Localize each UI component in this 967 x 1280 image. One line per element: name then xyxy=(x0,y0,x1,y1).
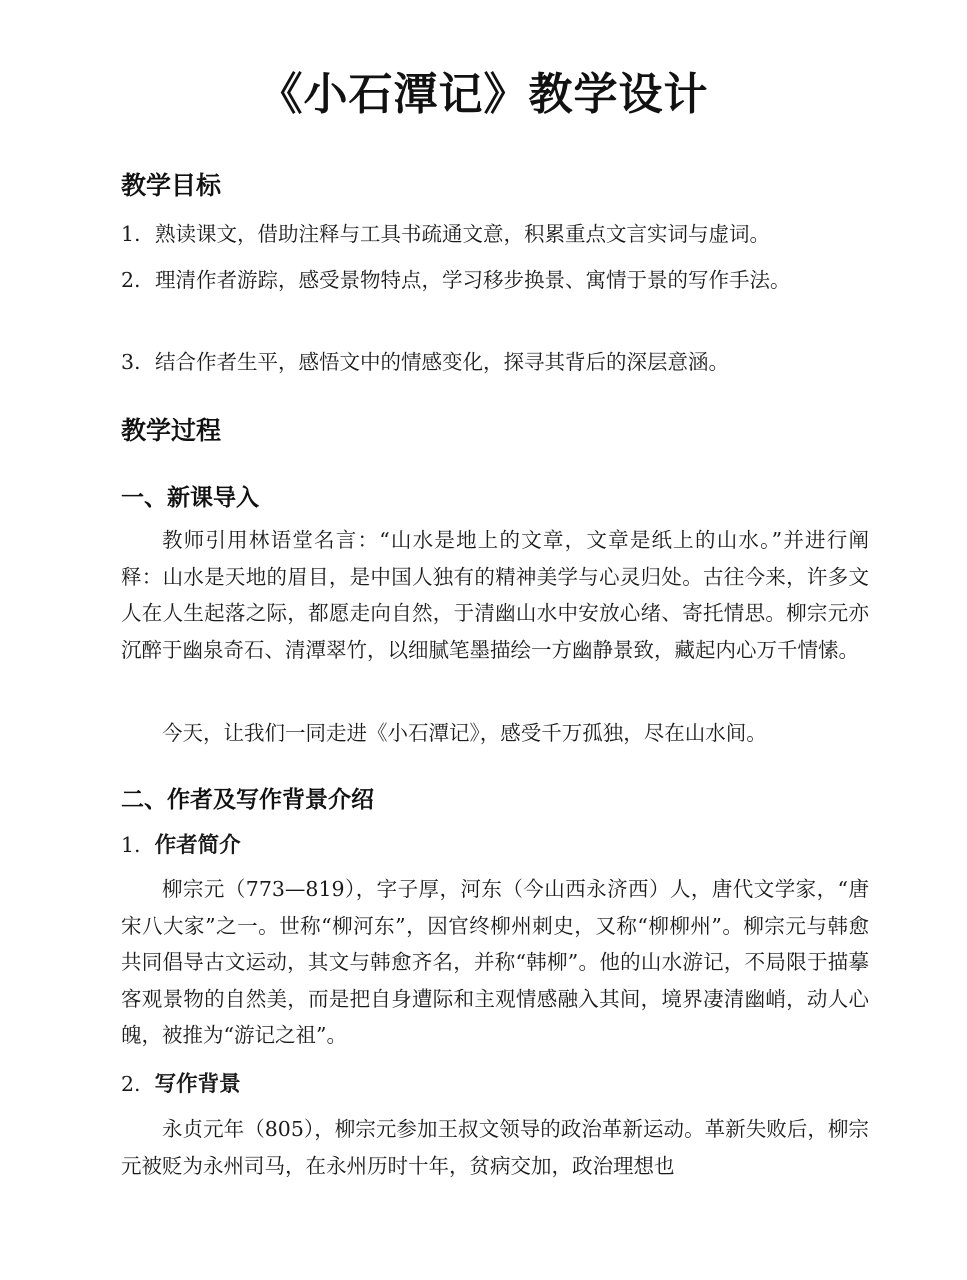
subheading-label: 写作背景 xyxy=(154,1072,241,1097)
subheading-label: 作者简介 xyxy=(154,833,241,858)
author-paragraph: 柳宗元（773—819），字子厚，河东（今山西永济西）人，唐代文学家，“唐宋八大家”之一。世称“柳河东”，因官终柳州刺史，又称“柳柳州”。柳宗元与韩愈共同倡导古文运动，其文与韩愈齐名，并称“韩柳”。他的山水游记，不局限于描摹客观景物的自然美，而是把自身遭际和主观情感融入其间，境界凄清幽峭，动人心魄，被推为“游记之祖”。 xyxy=(121,877,869,1047)
goal-item-3 xyxy=(121,342,869,383)
document-title: 《小石潭记》教学设计 xyxy=(258,69,709,120)
subheading-author-intro xyxy=(121,828,241,859)
intro-paragraph-2: 今天，让我们一同走进《小石潭记》，感受千万孤独，尽在山水间。 xyxy=(162,721,767,745)
goal-text: 熟读课文，借助注释与工具书疏通文意，积累重点文言实词与虚词。 xyxy=(155,222,770,246)
goal-text: 理清作者游踪，感受景物特点，学习移步换景、寓情于景的写作手法。 xyxy=(155,268,791,292)
goal-number: 2. xyxy=(121,268,141,292)
goal-text: 结合作者生平，感悟文中的情感变化，探寻其背后的深层意涵。 xyxy=(155,350,729,374)
subheading-background xyxy=(121,1067,241,1098)
intro-paragraph-1: 教师引用林语堂名言：“山水是地上的文章，文章是纸上的山水。”并进行阐释：山水是天地的眉目，是中国人独有的精神美学与心灵归处。古往今来，许多文人在人生起落之际，都愿走向自然，于清幽山水中安放心绪、寄托情思。柳宗元亦沉醉于幽泉奇石、清潭翠竹，以细腻笔墨描绘一方幽静景致，藏起内心万千情愫。 xyxy=(121,528,869,662)
section-heading-intro: 一、新课导入 xyxy=(121,485,259,511)
goal-number: 1. xyxy=(121,222,141,246)
section-heading-author: 二、作者及写作背景介绍 xyxy=(121,787,374,813)
goal-number: 3. xyxy=(121,350,141,374)
goal-item-1 xyxy=(121,214,869,255)
goals-heading: 教学目标 xyxy=(121,171,222,200)
goal-item-2 xyxy=(121,260,869,301)
process-heading: 教学过程 xyxy=(121,416,222,445)
subheading-number: 1. xyxy=(121,833,141,857)
background-paragraph: 永贞元年（805），柳宗元参加王叔文领导的政治革新运动。革新失败后，柳宗元被贬为永州司马，在永州历时十年，贫病交加，政治理想也 xyxy=(121,1117,869,1178)
subheading-number: 2. xyxy=(121,1072,141,1096)
